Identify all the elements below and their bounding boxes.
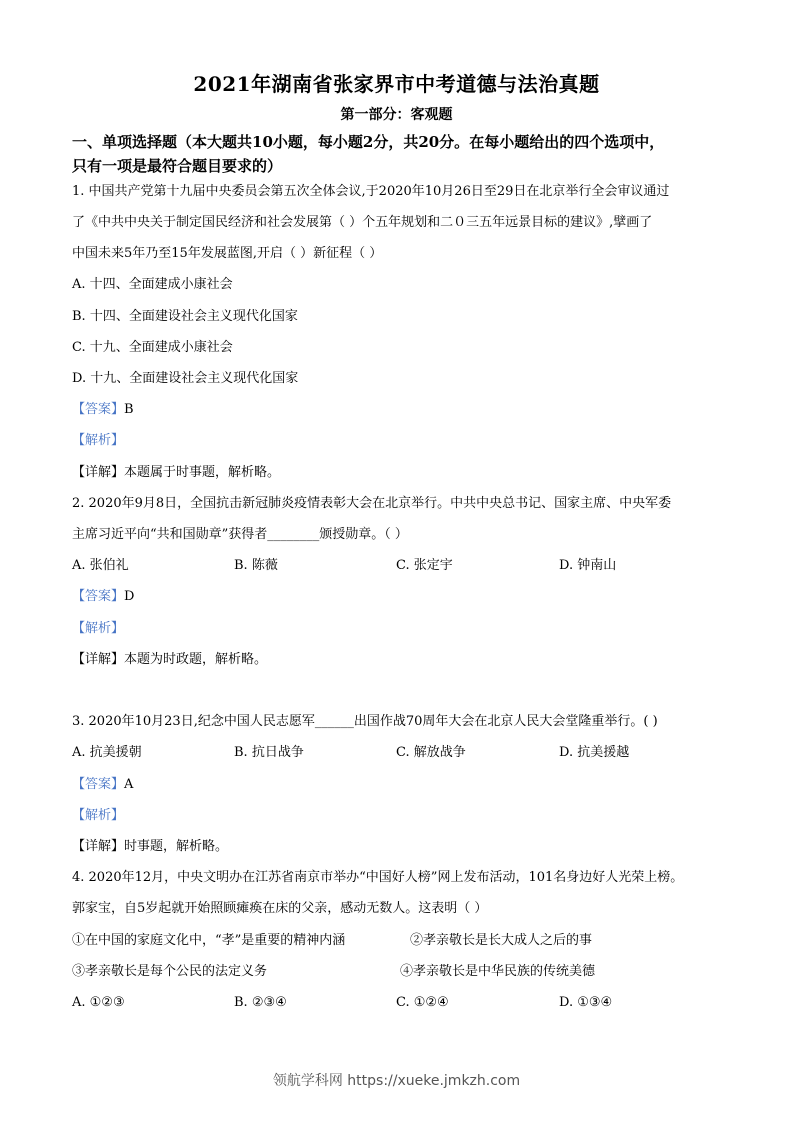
q2-option-b: B. 陈薇	[234, 558, 278, 573]
detail-label: 【详解】	[72, 839, 125, 854]
analysis-label: 【解析】	[72, 433, 125, 448]
q1-detail-text: 本题属于时事题，解析略。	[124, 465, 281, 480]
q3-stem-line-1: 3. 2020年10月23日,纪念中国人民志愿军______出国作战70周年大会在北京人民大会堂隆重举行。( )	[72, 714, 658, 729]
q3-option-b: B. 抗日战争	[234, 745, 304, 760]
q3-analysis	[72, 806, 732, 826]
section-heading-line-1: 一、单项选择题（本大题共10小题，每小题2分，共20分。在每小题给出的四个选项中，	[72, 133, 665, 151]
q2-detail-text: 本题为时政题，解析略。	[124, 652, 268, 667]
q1-stem-line-1: 1. 中国共产党第十九届中央委员会第五次全体会议,于2020年10月26日至29日在北京举行全会审议通过	[72, 184, 670, 199]
q3-detail	[72, 837, 732, 857]
detail-label: 【详解】	[72, 465, 125, 480]
q1-stem-line-3: 中国未来5年乃至15年发展蓝图,开启（ ）新征程（ ）	[72, 246, 383, 261]
q2-analysis	[72, 619, 732, 639]
q1-option-d: D. 十九、全面建设社会主义现代化国家	[72, 371, 299, 386]
q4-statement-2: ②孝亲敬长是长大成人之后的事	[410, 933, 593, 948]
q1-option-b: B. 十四、全面建设社会主义现代化国家	[72, 309, 298, 324]
q4-stem-line-1: 4. 2020年12月，中央文明办在江苏省南京市举办“中国好人榜”网上发布活动，101名身边好人光荣上榜。	[72, 870, 684, 885]
q1-answer	[72, 400, 732, 420]
q3-answer-value: A	[124, 777, 134, 792]
q2-stem-line-1: 2. 2020年9月8日，全国抗击新冠肺炎疫情表彰大会在北京举行。中共中央总书记、国家主席、中央军委	[72, 496, 672, 511]
q2-stem-line-2: 主席习近平向“共和国勋章”获得者________颁授勋章。（ ）	[72, 527, 408, 542]
q4-stem-line-2: 郭家宝，自5岁起就开始照顾瘫痪在床的父亲，感动无数人。这表明（ ）	[72, 901, 488, 916]
page-title: 2021年湖南省张家界市中考道德与法治真题	[193, 72, 600, 96]
q4-option-c: C. ①②④	[396, 995, 449, 1010]
analysis-label: 【解析】	[72, 808, 125, 823]
answer-label: 【答案】	[72, 589, 125, 604]
q2-option-c: C. 张定宇	[396, 558, 453, 573]
detail-label: 【详解】	[72, 652, 125, 667]
q4-option-a: A. ①②③	[72, 995, 125, 1010]
answer-label: 【答案】	[72, 777, 125, 792]
q2-answer-value: D	[124, 589, 135, 604]
q1-detail	[72, 463, 732, 483]
page-footer: 领航学科网 https://xueke.jmkzh.com	[272, 1073, 521, 1089]
q4-statement-1: ①在中国的家庭文化中，“孝”是重要的精神内涵	[72, 933, 346, 948]
q3-answer	[72, 775, 732, 795]
q2-option-a: A. 张伯礼	[72, 558, 129, 573]
q1-option-a: A. 十四、全面建成小康社会	[72, 277, 233, 292]
q2-option-d: D. 钟南山	[559, 558, 617, 573]
q4-statement-3: ③孝亲敬长是每个公民的法定义务	[72, 964, 268, 979]
q1-analysis	[72, 431, 732, 451]
q3-option-a: A. 抗美援朝	[72, 745, 142, 760]
analysis-label: 【解析】	[72, 621, 125, 636]
q1-answer-value: B	[124, 402, 134, 417]
q4-option-d: D. ①③④	[559, 995, 613, 1010]
q2-detail	[72, 650, 732, 670]
q2-answer	[72, 587, 732, 607]
answer-label: 【答案】	[72, 402, 125, 417]
q3-option-d: D. 抗美援越	[559, 745, 630, 760]
q1-option-c: C. 十九、全面建成小康社会	[72, 340, 233, 355]
section-heading	[72, 130, 732, 178]
q3-option-c: C. 解放战争	[396, 745, 466, 760]
q4-option-b: B. ②③④	[234, 995, 287, 1010]
section-heading-line-2: 只有一项是最符合题目要求的）	[72, 157, 283, 175]
q4-statement-4: ④孝亲敬长是中华民族的传统美德	[400, 964, 596, 979]
part-heading: 第一部分：客观题	[340, 107, 453, 123]
q3-detail-text: 时事题，解析略。	[124, 839, 229, 854]
q1-stem-line-2: 了《中共中央关于制定国民经济和社会发展第（ ）个五年规划和二０三五年远景目标的建议》,擘画了	[72, 215, 653, 230]
